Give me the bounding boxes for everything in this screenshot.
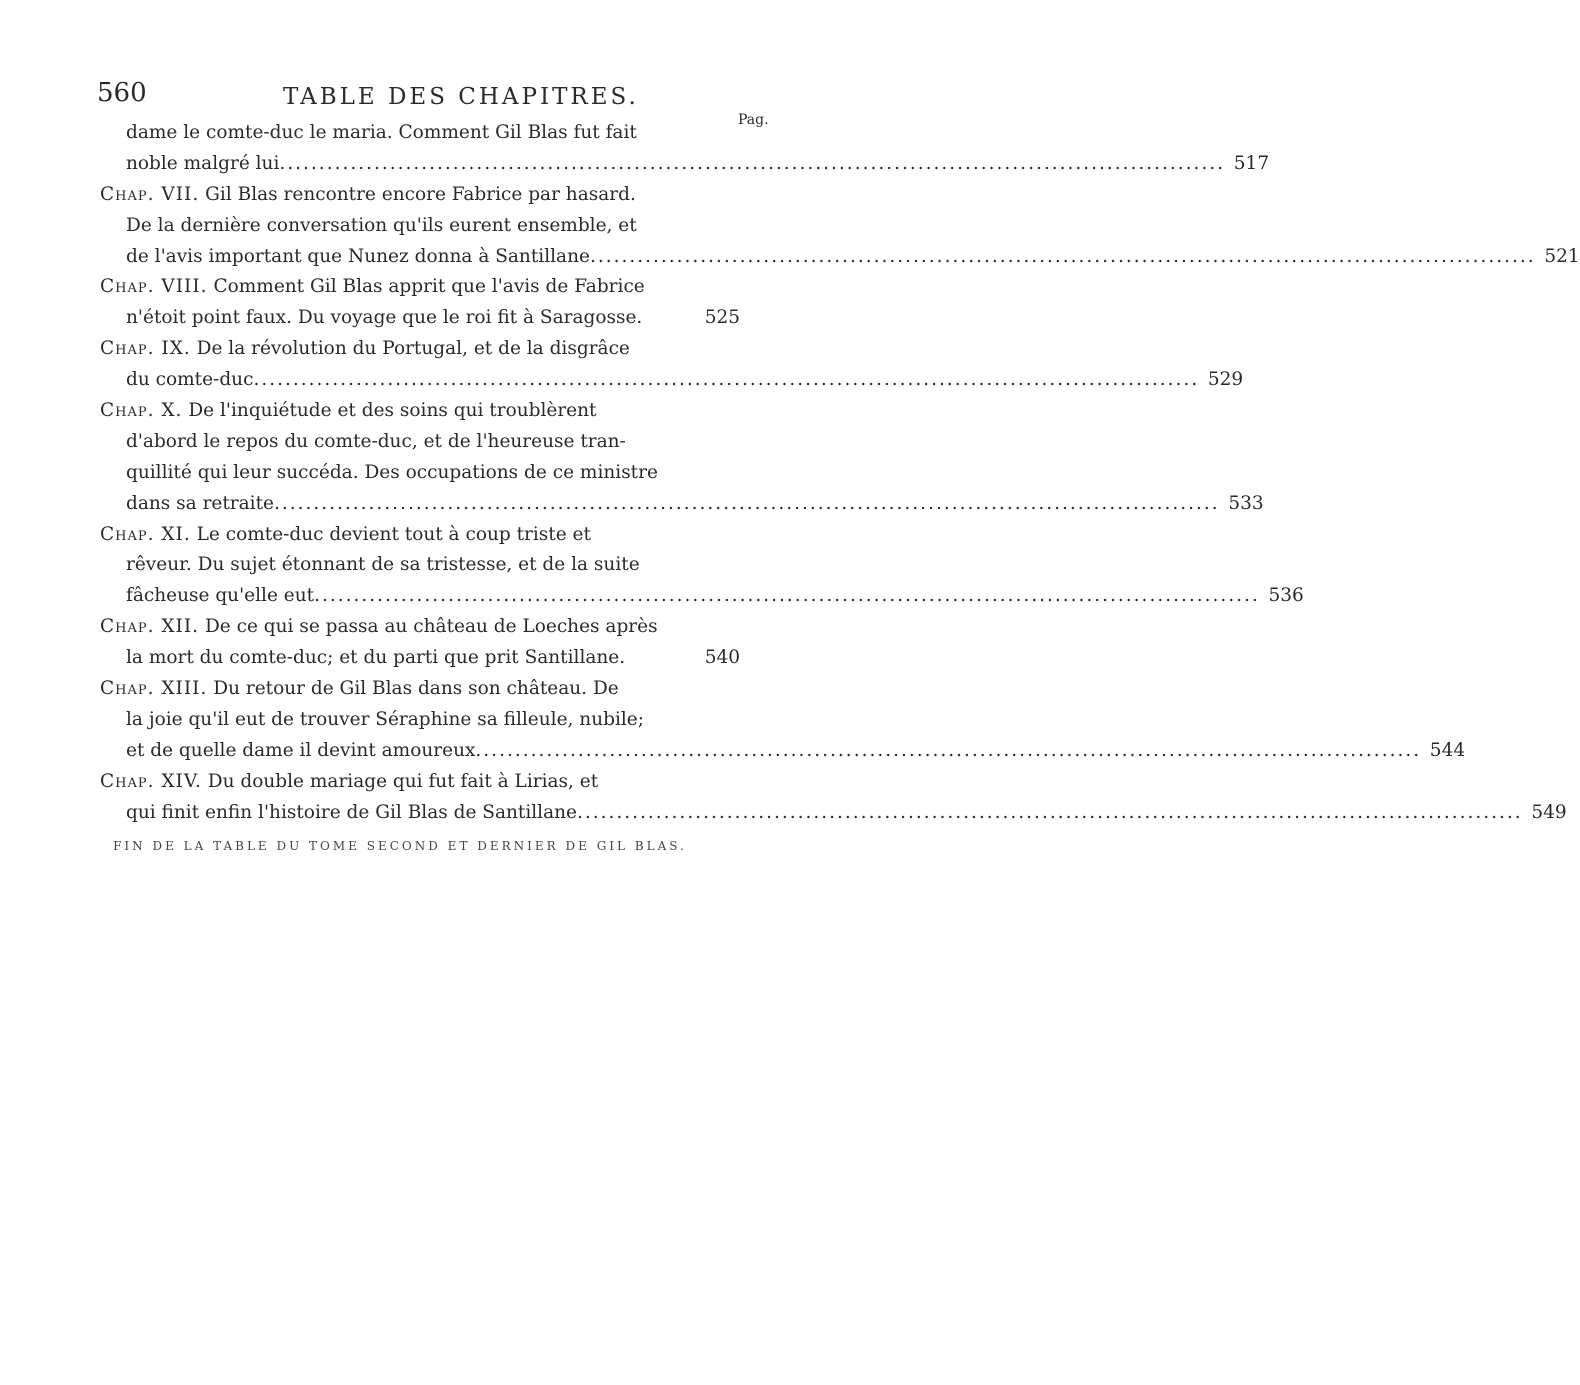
toc-line: [100, 643, 740, 674]
toc-line-text: [100, 674, 619, 705]
chapter-description: Le comte-duc devient tout à coup triste et: [190, 523, 591, 545]
toc-line: [100, 458, 740, 489]
toc-line: [100, 489, 1264, 520]
chapter-label: Chap. XII.: [100, 616, 200, 638]
dot-leader: ........................................................................................................................: [273, 492, 1220, 514]
toc-line-text: [126, 427, 626, 458]
chapter-description: qui finit enfin l'histoire de Gil Blas de Santillane: [126, 801, 577, 823]
end-of-table-note: FIN DE LA TABLE DU TOME SECOND ET DERNIER DE GIL BLAS.: [113, 839, 687, 853]
toc-line-text: [126, 458, 658, 489]
toc-line: [100, 612, 740, 643]
toc-line-text: [126, 581, 314, 612]
chapter-label: Chap. X.: [100, 400, 183, 422]
chapter-description: De la révolution du Portugal, et de la disgrâce: [190, 338, 630, 360]
toc-line: [100, 705, 740, 736]
toc-line-text: [126, 705, 644, 736]
page-reference: 544: [1429, 739, 1466, 761]
chapter-description: du comte-duc: [126, 369, 254, 391]
dot-leader: ........................................................................................................................: [279, 152, 1226, 174]
chapter-description: Gil Blas rencontre encore Fabrice par hasard.: [199, 183, 636, 205]
toc-line-text: [100, 334, 630, 365]
chapter-description: noble malgré lui: [126, 152, 280, 174]
chapter-label: Chap. IX.: [100, 338, 191, 360]
chapter-description: dans sa retraite: [126, 492, 274, 514]
chapter-description: fâcheuse qu'elle eut: [126, 585, 315, 607]
chapter-description: la mort du comte-duc; et du parti que prit Santillane.: [126, 647, 626, 669]
toc-line-text: [100, 180, 636, 211]
chapter-description: dame le comte-duc le maria. Comment Gil Blas fut fait: [126, 122, 637, 143]
toc-line: [100, 674, 740, 705]
page-number: 560: [97, 78, 147, 108]
toc-line-text: [126, 149, 279, 180]
chapter-description: rêveur. Du sujet étonnant de sa tristesse, et de la suite: [126, 554, 640, 576]
running-title: TABLE DES CHAPITRES.: [283, 84, 639, 110]
dot-leader: ........................................................................................................................: [576, 801, 1523, 823]
toc-line-text: [100, 612, 658, 643]
toc-line: [100, 767, 740, 798]
chapter-description: n'étoit point faux. Du voyage que le roi fit à Saragosse.: [126, 307, 643, 329]
toc-line: [100, 736, 1466, 767]
page-reference: 549: [1531, 801, 1567, 823]
toc-line-text: [126, 118, 637, 149]
toc-line: [100, 149, 1270, 180]
dot-leader: ........................................................................................................................: [589, 245, 1536, 267]
toc-line-text: [126, 736, 475, 767]
toc-line-text: [100, 767, 598, 798]
dot-leader: ........................................................................................................................: [475, 739, 1422, 761]
toc-line: [100, 520, 740, 551]
page-reference: 529: [1207, 369, 1244, 391]
toc-line-text: [126, 242, 590, 273]
toc-line-text: [126, 303, 642, 334]
toc-line-text: [126, 550, 640, 581]
chapter-description: la joie qu'il eut de trouver Séraphine sa filleule, nubile;: [126, 708, 644, 730]
page-reference: 536: [1268, 585, 1304, 607]
chapter-description: De ce qui se passa au château de Loeches après: [199, 616, 658, 638]
toc-line: [100, 211, 740, 242]
chapter-description: de l'avis important que Nunez donna à Santillane: [126, 245, 590, 267]
toc-line: [100, 581, 1304, 612]
pag-column-label: Pag.: [738, 112, 769, 128]
chapter-label: Chap. VIII.: [100, 276, 208, 298]
page-reference: 540: [704, 647, 740, 669]
page-reference: 533: [1228, 492, 1264, 514]
chapter-label: Chap. VII.: [100, 183, 200, 205]
toc-line-text: [126, 798, 577, 829]
toc-line: [100, 427, 740, 458]
chapter-description: Du retour de Gil Blas dans son château. De: [207, 678, 619, 700]
chapter-description: De la dernière conversation qu'ils eurent ensemble, et: [126, 214, 637, 236]
chapter-description: et de quelle dame il devint amoureux: [126, 739, 476, 761]
toc-line: [100, 798, 1567, 829]
toc-line-text: [126, 211, 637, 242]
chapter-label: Chap. XIII.: [100, 678, 208, 700]
page-reference: 517: [1233, 152, 1270, 174]
toc-line: [100, 180, 740, 211]
page-reference: 521: [1544, 245, 1580, 267]
toc-line-text: [126, 365, 253, 396]
toc-line-text: [126, 489, 274, 520]
toc-line: [100, 365, 1244, 396]
chapter-description: De l'inquiétude et des soins qui troublèrent: [182, 400, 597, 422]
toc-line-text: [100, 520, 591, 551]
chapter-label: Chap. XIV.: [100, 770, 202, 792]
chapter-description: quillité qui leur succéda. Des occupations de ce ministre: [126, 461, 658, 483]
chapter-description: Comment Gil Blas apprit que l'avis de Fabrice: [207, 276, 645, 298]
toc-line: [100, 272, 740, 303]
toc-line: [100, 303, 740, 334]
toc-line: [100, 396, 740, 427]
chapter-description: Du double mariage qui fut fait à Lirias, et: [201, 770, 599, 792]
toc-line: [100, 550, 740, 581]
toc-line: [100, 118, 740, 149]
toc-line-text: [100, 396, 596, 427]
dot-leader: ........................................................................................................................: [314, 585, 1260, 607]
toc-line: [100, 242, 1580, 273]
dot-leader: ........................................................................................................................: [253, 369, 1200, 391]
chapter-label: Chap. XI.: [100, 523, 191, 545]
toc-line: [100, 334, 740, 365]
chapter-description: d'abord le repos du comte-duc, et de l'heureuse tran-: [126, 430, 626, 452]
toc-line-text: [100, 272, 645, 303]
page-reference: 525: [704, 307, 740, 329]
toc-line-text: [126, 643, 625, 674]
